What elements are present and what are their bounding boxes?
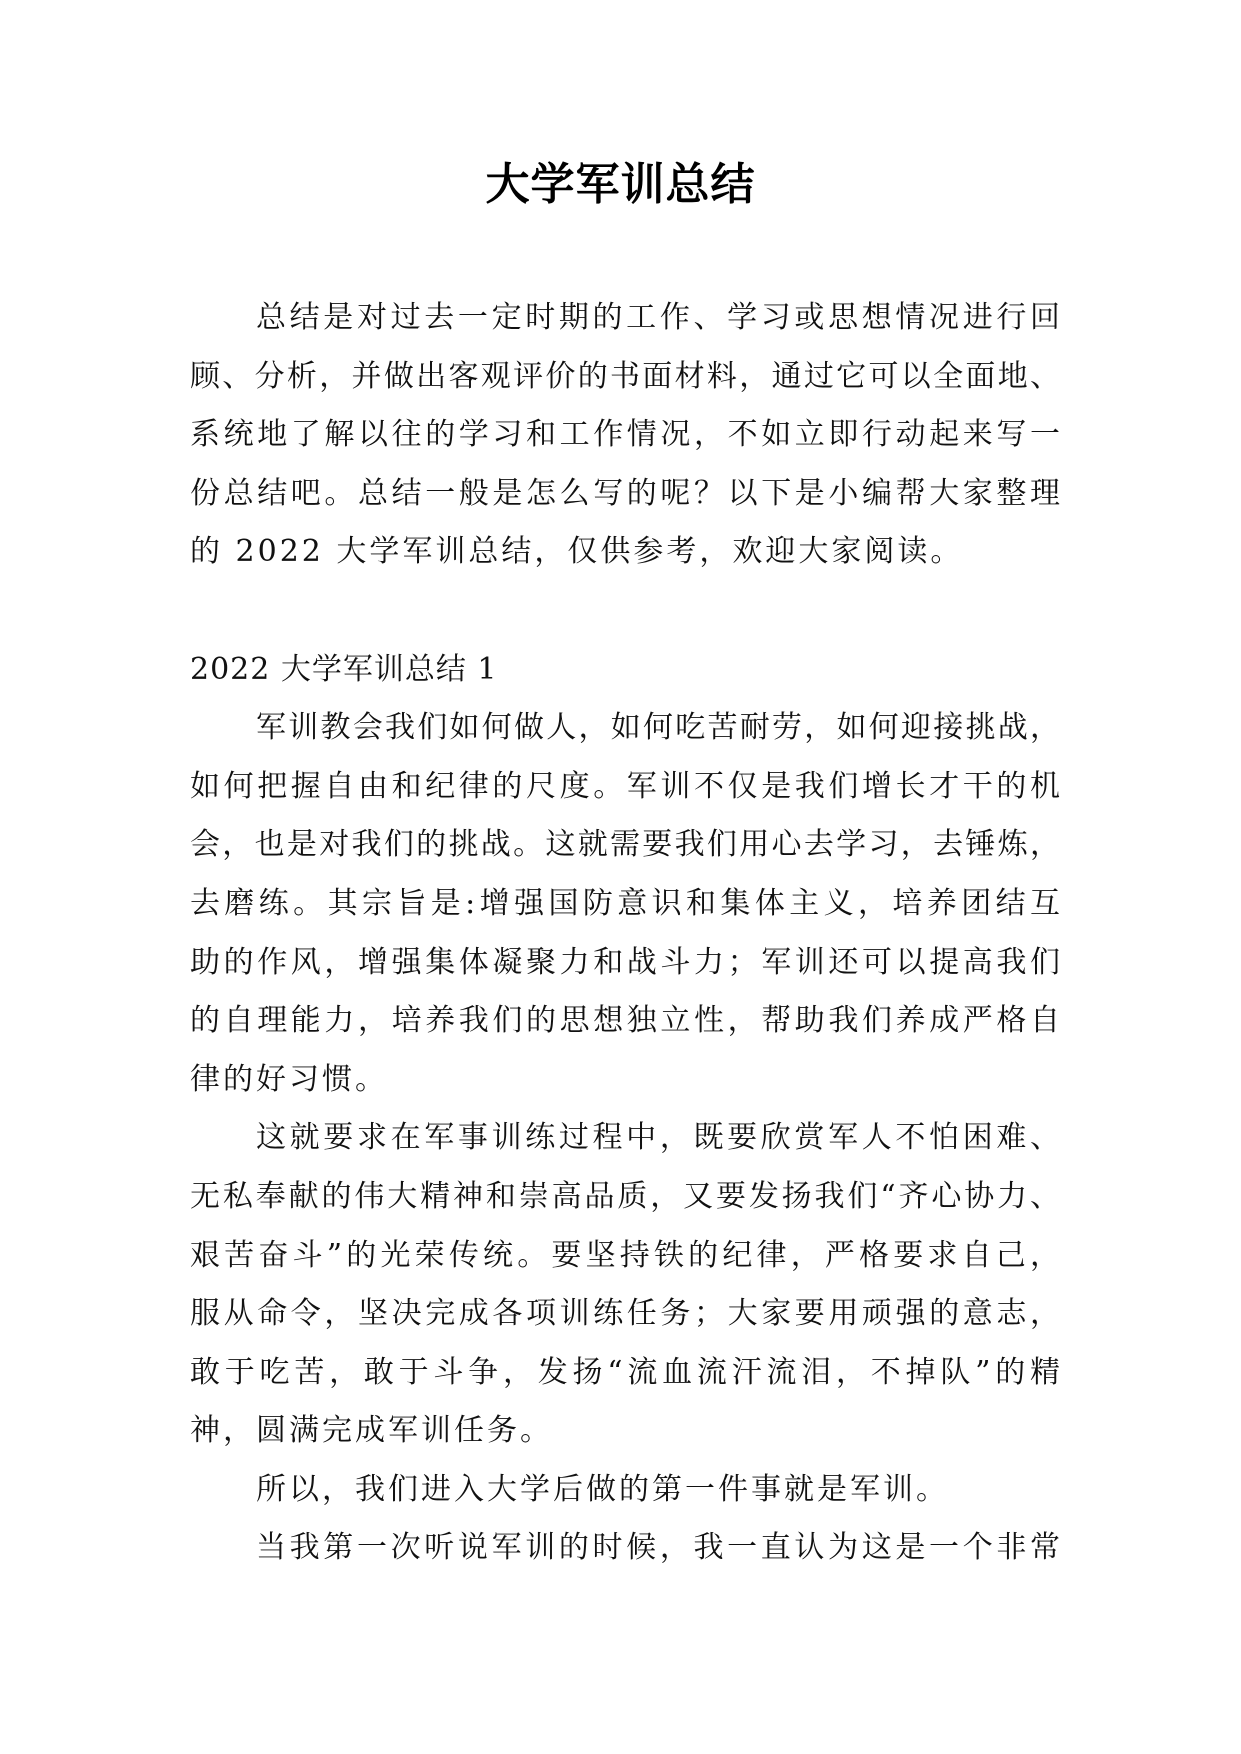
body-paragraph: [190, 699, 1065, 1109]
paragraph-line: 系统地了解以往的学习和工作情况，不如立即行动起来写一: [190, 417, 1064, 453]
paragraph-line: 会，也是对我们的挑战。这就需要我们用心去学习，去锤炼，: [190, 827, 1063, 863]
paragraph-line: 军训教会我们如何做人，如何吃苦耐劳，如何迎接挑战，: [256, 710, 1063, 746]
body-paragraph: [190, 1109, 1065, 1461]
paragraph-line: 艰苦奋斗”的光荣传统。要坚持铁的纪律，严格要求自己，: [190, 1237, 1065, 1273]
paragraph-line: 所以，我们进入大学后做的第一件事就是军训。: [256, 1471, 949, 1507]
paragraph-line: 神，圆满完成军训任务。: [190, 1413, 553, 1449]
body-paragraph: [190, 1461, 1060, 1520]
paragraph-line: 这就要求在军事训练过程中，既要欣赏军人不怕困难、: [256, 1120, 1064, 1156]
paragraph-line: 总结是对过去一定时期的工作、学习或思想情况进行回: [256, 300, 1064, 335]
body-paragraph: [190, 1519, 1064, 1578]
document-body: [190, 289, 1065, 1578]
paragraph-line: 当我第一次听说军训的时候，我一直认为这是一个非常: [256, 1530, 1064, 1566]
section-heading: 2022 大学军训总结 1: [190, 651, 498, 687]
paragraph-line: 敢于吃苦，敢于斗争，发扬“流血流汗流泪，不掉队”的精: [190, 1354, 1065, 1390]
paragraph-line: 如何把握自由和纪律的尺度。军训不仅是我们增长才干的机: [190, 768, 1064, 804]
paragraph-line: 顾、分析，并做出客观评价的书面材料，通过它可以全面地、: [190, 358, 1063, 394]
paragraph-line: 助的作风，增强集体凝聚力和战斗力；军训还可以提高我们: [190, 944, 1064, 980]
paragraph-line: 份总结吧。总结一般是怎么写的呢？以下是小编帮大家整理: [190, 475, 1064, 511]
document-title: 大学军训总结: [485, 159, 756, 210]
paragraph-line: 服从命令，坚决完成各项训练任务；大家要用顽强的意志，: [190, 1296, 1064, 1332]
paragraph-line: 无私奉献的伟大精神和崇高品质，又要发扬我们“齐心协力、: [190, 1178, 1063, 1214]
paragraph-line: 的自理能力，培养我们的思想独立性，帮助我们养成严格自: [190, 1003, 1064, 1039]
paragraph-line: 的 2022 大学军训总结，仅供参考，欢迎大家阅读。: [190, 534, 964, 570]
intro-paragraph: [190, 289, 1064, 582]
paragraph-line: 去磨练。其宗旨是:增强国防意识和集体主义，培养团结互: [190, 885, 1065, 921]
paragraph-line: 律的好习惯。: [190, 1061, 388, 1097]
